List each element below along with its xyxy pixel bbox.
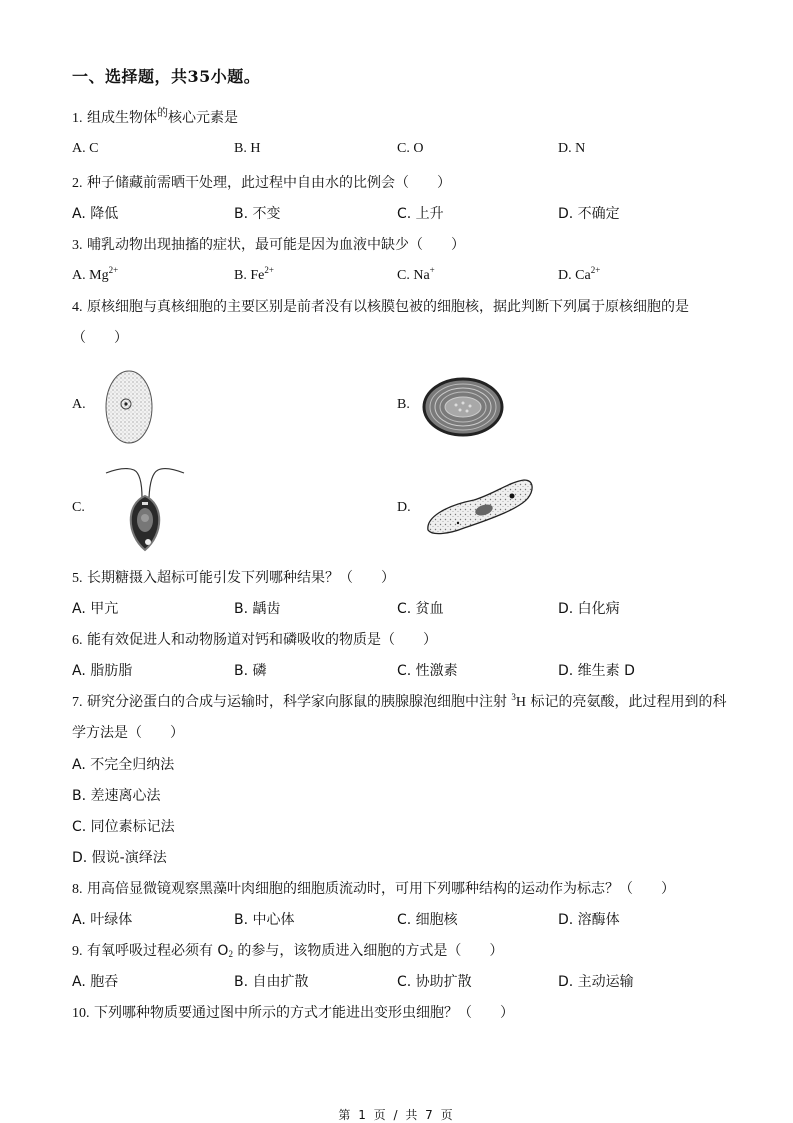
q4-option-c-image-chlamydomonas[interactable] [104, 464, 186, 552]
q7-option-a[interactable]: A. 不完全归纳法 [72, 757, 175, 773]
question-10: 10. 下列哪种物质要通过图中所示的方式才能进出变形虫细胞？（ ） [72, 1005, 514, 1021]
question-4-blank: （ ） [72, 330, 128, 346]
q9-option-d[interactable]: D. 主动运输 [558, 974, 634, 990]
q6-option-c[interactable]: C. 性激素 [397, 663, 458, 679]
q4-option-c-label[interactable]: C. [72, 500, 85, 515]
q5-option-b[interactable]: B. 龋齿 [234, 601, 281, 617]
question-3: 3. 哺乳动物出现抽搐的症状，最可能是因为血液中缺少（ ） [72, 237, 465, 253]
question-7: 7. 研究分泌蛋白的合成与运输时，科学家向豚鼠的胰腺腺泡细胞中注射 $^3$H 标记的亮氨酸，此过程用到的科 [72, 692, 727, 710]
q8-option-b[interactable]: B. 中心体 [234, 912, 295, 928]
q9-option-a[interactable]: A. 胞吞 [72, 974, 119, 990]
q2-option-b[interactable]: B. 不变 [234, 206, 281, 222]
page-footer: 第 1 页 / 共 7 页 [338, 1108, 455, 1122]
q6-option-d[interactable]: D. 维生素 D [558, 663, 635, 679]
section-title: 一、选择题，共35小题。 [72, 67, 261, 86]
question-2: 2. 种子储藏前需晒干处理，此过程中自由水的比例会（ ） [72, 175, 451, 191]
q2-option-d[interactable]: D. 不确定 [558, 206, 620, 222]
q1-option-b[interactable]: B. H [234, 141, 261, 156]
q2-option-c[interactable]: C. 上升 [397, 206, 444, 222]
q8-option-d[interactable]: D. 溶酶体 [558, 912, 620, 928]
q1-option-c[interactable]: C. O [397, 141, 424, 156]
question-9: 9. 有氧呼吸过程必须有 $O_2$ 的参与，该物质进入细胞的方式是（ ） [72, 943, 504, 959]
q9-option-c[interactable]: C. 协助扩散 [397, 974, 472, 990]
q4-option-b-image-bacterium[interactable] [422, 377, 504, 437]
q3-option-b[interactable]: B. $Fe^{2+}$ [234, 265, 274, 283]
question-4: 4. 原核细胞与真核细胞的主要区别是前者没有以核膜包被的细胞核，据此判断下列属于原核细胞的是 [72, 299, 689, 315]
q4-option-d-image-paramecium[interactable] [424, 478, 536, 536]
q7-option-b[interactable]: B. 差速离心法 [72, 788, 161, 804]
q5-option-c[interactable]: C. 贫血 [397, 601, 444, 617]
q4-option-d-label[interactable]: D. [397, 500, 411, 515]
q8-option-a[interactable]: A. 叶绿体 [72, 912, 133, 928]
q4-option-a-label[interactable]: A. [72, 397, 86, 412]
question-1: 1. 组成生物体$^的$核心元素是 [72, 106, 238, 126]
q3-option-d[interactable]: D. $Ca^{2+}$ [558, 265, 601, 283]
question-8: 8. 用高倍显微镜观察黑藻叶肉细胞的细胞质流动时，可用下列哪种结构的运动作为标志？（ ） [72, 881, 675, 897]
q9-option-b[interactable]: B. 自由扩散 [234, 974, 309, 990]
q3-option-a[interactable]: A. $Mg^{2+}$ [72, 265, 119, 283]
q1-option-a[interactable]: A. C [72, 141, 99, 156]
q1-option-d[interactable]: D. N [558, 141, 586, 156]
q2-option-a[interactable]: A. 降低 [72, 206, 119, 222]
question-5: 5. 长期糖摄入超标可能引发下列哪种结果？（ ） [72, 570, 395, 586]
q4-option-b-label[interactable]: B. [397, 397, 410, 412]
q5-option-d[interactable]: D. 白化病 [558, 601, 620, 617]
q7-option-d[interactable]: D. 假说-演绎法 [72, 850, 167, 866]
question-6: 6. 能有效促进人和动物肠道对钙和磷吸收的物质是（ ） [72, 632, 437, 648]
q6-option-b[interactable]: B. 磷 [234, 663, 267, 679]
q6-option-a[interactable]: A. 脂肪脂 [72, 663, 133, 679]
question-7-line2: 学方法是（ ） [72, 725, 184, 741]
q7-option-c[interactable]: C. 同位素标记法 [72, 819, 175, 835]
q4-option-a-image-oval-cell[interactable] [104, 369, 154, 445]
q5-option-a[interactable]: A. 甲亢 [72, 601, 119, 617]
q3-option-c[interactable]: C. Na+ [397, 265, 435, 283]
question-number: 1. [72, 111, 83, 126]
q8-option-c[interactable]: C. 细胞核 [397, 912, 458, 928]
